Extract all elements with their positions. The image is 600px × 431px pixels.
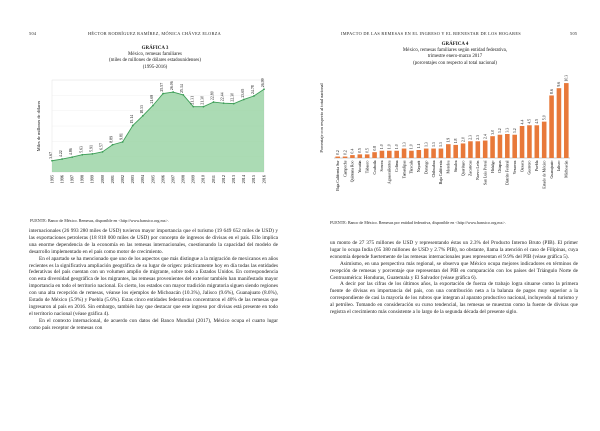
x-tick-label: 2013 <box>231 175 237 184</box>
x-tick-label: Tamaulipas <box>402 160 407 179</box>
data-label: 25.14 <box>180 84 185 93</box>
bar <box>424 149 429 158</box>
data-label: 6.57 <box>99 143 104 150</box>
data-label: 9.6 <box>557 81 562 87</box>
data-label: 9.81 <box>119 133 124 140</box>
bar <box>468 141 473 158</box>
bar <box>453 145 458 158</box>
paragraph: A decir por las cifras de los últimos años, la exportación de fuerza de trabajo logra situarse como la primera fuente de divisas en importancia del país, con una contribución neta a la balanza de pagos muy superior a la correspondiente de casi la mayoría de los rubros que integran al aparato productivo nacional, incluyendo al turismo y al petróleo. Tomando en consideración su curso tendencial, las remesas se muestran como la fuente de divisas que registra el crecimiento más consistente a lo largo de la segunda década del presente siglo. <box>330 281 578 316</box>
bar <box>557 88 562 158</box>
x-tick-label: 2006 <box>160 175 166 184</box>
data-label: 5.63 <box>79 145 84 153</box>
bar <box>446 144 451 158</box>
x-tick-label: 2010 <box>200 175 206 184</box>
bar <box>564 83 569 158</box>
y-axis-label: Porcentaje con respecto al total nacional <box>319 83 324 153</box>
x-tick-label: 1996 <box>59 175 65 184</box>
data-label: 4.5 <box>527 118 532 124</box>
data-label: 3.0 <box>490 129 495 135</box>
bar <box>431 149 436 158</box>
data-point <box>243 99 245 101</box>
bar <box>350 155 355 158</box>
x-tick-label: Chihuahua <box>431 160 436 178</box>
figure-subtitle: (miles de millones de dólares estadounidenses) <box>109 58 201 64</box>
x-tick-label: Querétaro <box>461 160 466 177</box>
data-point <box>213 101 215 103</box>
page-number: 504 <box>29 31 37 36</box>
running-head: IMPACTO DE LAS REMESAS EN EL INGRESO Y EL BIENESTAR DE LOS HOGARES <box>341 31 521 36</box>
bar <box>372 152 377 158</box>
data-point <box>142 115 144 117</box>
data-label: 1.3 <box>439 142 444 148</box>
data-point <box>122 141 124 143</box>
data-label: 3.67 <box>49 151 53 159</box>
data-label: 0.8 <box>372 145 377 151</box>
data-label: 25.57 <box>160 82 165 92</box>
data-label: 2.3 <box>476 134 481 140</box>
x-tick-label: 2005 <box>150 175 156 184</box>
x-tick-label: Distrito Federal <box>505 160 510 186</box>
x-tick-label: 2000 <box>99 175 105 184</box>
x-tick-label: Jalisco <box>557 160 562 172</box>
x-tick-label: Hidalgo <box>490 160 495 174</box>
x-tick-label: Morelos <box>446 160 451 174</box>
data-label: 21.31 <box>190 95 195 105</box>
bar <box>380 151 385 158</box>
x-tick-label: 2007 <box>170 175 176 184</box>
data-label: 26.99 <box>261 78 265 88</box>
x-tick-label: 2002 <box>119 175 125 184</box>
data-label: 2.3 <box>468 134 473 140</box>
x-tick-label: Sonora <box>380 160 385 172</box>
data-point <box>162 93 164 95</box>
figure-source: FUENTE: Banco de México. Remesas por entidad federativa, disponible en <http://www.banxico.org.mx>. <box>330 220 506 225</box>
data-label: 0.5 <box>365 147 370 153</box>
paragraph: En el contexto internacional, de acuerdo con datos del Banco Mundial (2017), México ocupa el cuarto lugar como país receptor de remesas con <box>29 317 278 331</box>
page-number: 505 <box>570 31 578 36</box>
x-tick-label: Colima <box>394 160 399 172</box>
paragraph: Asimismo, en una perspectiva más regional, se observa que México ocupa mejores indicadores en términos de recepción de remesas y porcentaje que representan del PIB en comparación con los países del Triángulo Norte de Centroamérica: Honduras, Guatemala y El Salvador (véase gráfica 6). <box>330 260 578 281</box>
data-point <box>263 88 265 90</box>
bar <box>498 135 503 158</box>
data-label: 24.78 <box>250 85 255 95</box>
bar <box>387 151 392 158</box>
x-tick-label: Estado de México <box>542 160 547 189</box>
data-label: 0.2 <box>335 150 340 156</box>
x-tick-label: 1997 <box>69 175 75 184</box>
x-tick-label: 2014 <box>241 175 247 184</box>
x-tick-label: 2015 <box>251 175 257 184</box>
bar <box>343 157 348 158</box>
x-tick-label: Aguascalientes <box>387 160 392 185</box>
x-tick-label: Coahuila <box>372 160 377 175</box>
x-tick-label: Zacatecas <box>468 160 473 176</box>
paragraph: un monto de 27 375 millones de USD y representando éstas un 2.3% del Producto Interno Bruto (PIB). El primer lugar lo ocupa India (65 380 millones de USD y 2.7% PIB), no obstante, llama la atención el caso de Filipinas, cuya economía depende fuertemente de las remesas internacionales pues representan el 9.9% del PIB (véase gráfica 5). <box>330 240 578 260</box>
bar <box>476 141 481 158</box>
data-label: 1.8 <box>453 138 458 144</box>
data-label: 1.3 <box>424 142 429 148</box>
bar <box>535 125 540 158</box>
x-tick-label: 2009 <box>190 175 196 184</box>
x-tick-label: San Luis Potosí <box>483 160 488 185</box>
remittances-area-chart <box>26 74 276 216</box>
data-label: 4.5 <box>535 118 540 124</box>
data-label: 0.2 <box>343 150 348 156</box>
data-label: 8.89 <box>109 135 114 143</box>
x-tick-label: 2012 <box>220 175 226 184</box>
bar <box>365 154 370 158</box>
data-point <box>182 94 184 96</box>
x-tick-label: 2008 <box>180 175 186 184</box>
data-point <box>102 151 104 153</box>
x-tick-label: Puebla <box>535 160 540 172</box>
data-label: 26.06 <box>170 81 175 91</box>
x-tick-label: Baja California Sur <box>335 160 340 191</box>
x-tick-label: Guanajuato <box>549 160 554 179</box>
data-label: 18.33 <box>139 105 144 114</box>
data-point <box>91 153 93 155</box>
x-tick-label: Sinaloa <box>453 160 458 173</box>
x-tick-label: 1999 <box>89 175 95 184</box>
data-label: 1.0 <box>394 144 399 150</box>
figure-source: FUENTE: Banco de México. Remesas, disponible en <http://www.banxico.org.mx>. <box>30 218 170 223</box>
data-label: 0.5 <box>358 147 363 153</box>
bar <box>358 154 363 158</box>
data-label: 4.22 <box>59 150 64 158</box>
figure-title-line2: trimestre enero-marzo 2017 <box>427 54 483 60</box>
x-tick-label: Baja California <box>439 160 444 185</box>
data-point <box>172 91 174 93</box>
figure-subtitle: (porcentajes con respecto al total nacional) <box>413 60 497 66</box>
data-label: 2.0 <box>461 137 466 142</box>
remittances-by-state-bar-chart <box>308 74 578 220</box>
right-body-text <box>330 240 578 316</box>
x-tick-label: 2001 <box>109 175 115 184</box>
x-tick-label: Tabasco <box>365 160 370 174</box>
data-label: 21.30 <box>200 95 205 105</box>
figure-years: (1995-2016) <box>142 64 168 70</box>
paragraph: En el apartado se ha mencionado que uno de los aspectos que más distingue a la migración de mexicanos en años recientes es la significativa ampliación geográfica de su lugar de origen: prácticamente hoy en día todas las entidades federativas del país cuentan con un volumen amplio de migrante, sobre todo a Estados Unidos. En correspondencia con esta diversidad geográfica de los migrantes, las remesas provenientes del exterior también han manifestado mayor importancia en todo el territorio nacional. Es cierto, los estados con mayor tradición migratoria siguen siendo regiones con una alta recepción de remesas, véanse los ejemplos de Michoacán (10.3%), Jalisco (9.6%), Guanajuato (8.6%), Estado de México (5.9%) y Puebla (5.6%). Estas cinco entidades federativas concentraron el 40% de las remesas que ingresaron al país en 2016. Sin embargo, también hay que destacar que este ingreso por divisas está presente en todo el territorio nacional (véase gráfica 4). <box>29 255 278 317</box>
data-label: 8.6 <box>549 89 554 94</box>
bar <box>402 149 407 158</box>
y-axis-label: Miles de millones de dólares <box>36 100 41 152</box>
data-label: 5.91 <box>89 145 94 152</box>
data-label: 1.0 <box>387 144 392 150</box>
data-label: 22.80 <box>210 91 215 101</box>
figure-label: GRÁFICA 4 <box>441 42 469 47</box>
data-point <box>152 105 154 107</box>
data-label: 1.0 <box>380 144 385 150</box>
figure-title: México, remesas familiares según entidad federativa, <box>402 48 508 54</box>
bar <box>490 136 495 158</box>
data-label: 1.9 <box>446 137 451 143</box>
bar <box>439 149 444 158</box>
bar <box>542 122 547 158</box>
x-tick-label: 2004 <box>140 175 146 184</box>
bar <box>527 125 532 158</box>
figure-4-caption <box>330 42 580 67</box>
x-tick-label: Oaxaca <box>520 160 525 173</box>
x-tick-label: 2011 <box>210 175 216 184</box>
x-tick-label: 2003 <box>130 175 136 184</box>
data-label: 1.3 <box>402 142 407 148</box>
data-label: 1.0 <box>409 144 414 150</box>
data-label: 4.4 <box>520 119 525 125</box>
data-label: 21.69 <box>149 94 154 104</box>
x-tick-label: Yucatán <box>358 160 363 174</box>
data-point <box>203 106 205 108</box>
data-label: 10.3 <box>564 74 569 82</box>
x-tick-label: 1998 <box>79 175 85 184</box>
right-page <box>300 0 600 431</box>
data-label: 1.1 <box>417 143 422 149</box>
data-label: 22.30 <box>230 92 235 102</box>
paragraph: internacionales (26 993 280 miles de USD) tuvieron mayor importancia que el turismo (19 649 652 miles de USD) y las exportaciones petroleras (18 818 000 miles de USD) por concepto de ingresos de divisas en el país. Ello implica una enorme dependencia de la economía en las remesas internacionales, cuestionando la capacidad del modelo de desarrollo implementado en el país como motor de crecimiento. <box>29 228 278 255</box>
figure-label: GRÁFICA 3 <box>141 46 169 51</box>
bar <box>483 141 488 158</box>
bar <box>520 126 525 158</box>
data-label: 23.65 <box>240 88 245 98</box>
bar <box>417 150 422 158</box>
x-tick-label: Quintana Roo <box>350 160 355 183</box>
left-body-text <box>29 228 278 332</box>
x-tick-label: 2016 <box>261 175 267 184</box>
running-head: HÉCTOR RODRÍGUEZ RAMÍREZ, MÓNICA CHÁVEZ ELORZA <box>88 31 222 36</box>
data-label: 4.86 <box>69 148 74 156</box>
data-point <box>253 95 255 97</box>
x-tick-label: Nuevo León <box>476 160 481 180</box>
data-label: 3.2 <box>512 128 517 134</box>
data-point <box>61 158 63 160</box>
data-point <box>112 144 114 146</box>
bar <box>335 157 340 158</box>
bar <box>549 95 554 158</box>
data-label: 15.14 <box>129 114 134 124</box>
x-tick-label: 1995 <box>49 175 55 184</box>
x-tick-label: Veracruz <box>512 160 517 175</box>
data-point <box>233 103 235 105</box>
x-tick-label: Chiapas <box>498 160 503 174</box>
bar <box>505 134 510 158</box>
data-point <box>223 102 225 104</box>
data-label: 5.0 <box>542 115 547 121</box>
x-tick-label: Campeche <box>343 160 348 177</box>
x-tick-label: Nayarit <box>417 160 422 173</box>
data-point <box>81 154 83 156</box>
bar <box>409 151 414 158</box>
x-tick-label: Guerrero <box>527 160 532 175</box>
data-point <box>192 106 194 108</box>
data-label: 1.3 <box>431 142 436 148</box>
data-label: 3.3 <box>505 127 510 133</box>
figure-title: México, remesas familiares <box>128 52 182 58</box>
data-point <box>51 160 53 162</box>
figure-3-caption <box>40 46 270 71</box>
x-tick-label: Durango <box>424 160 429 175</box>
bar <box>512 135 517 158</box>
data-label: 2.4 <box>483 134 488 140</box>
data-label: 0.4 <box>350 148 355 154</box>
bar <box>394 151 399 158</box>
data-label: 22.44 <box>220 92 225 102</box>
x-tick-label: Michoacán <box>564 160 569 178</box>
bar <box>461 143 466 158</box>
data-label: 3.2 <box>498 128 503 134</box>
data-point <box>71 156 73 158</box>
x-tick-label: Tlaxcala <box>409 160 414 174</box>
data-point <box>132 125 134 127</box>
